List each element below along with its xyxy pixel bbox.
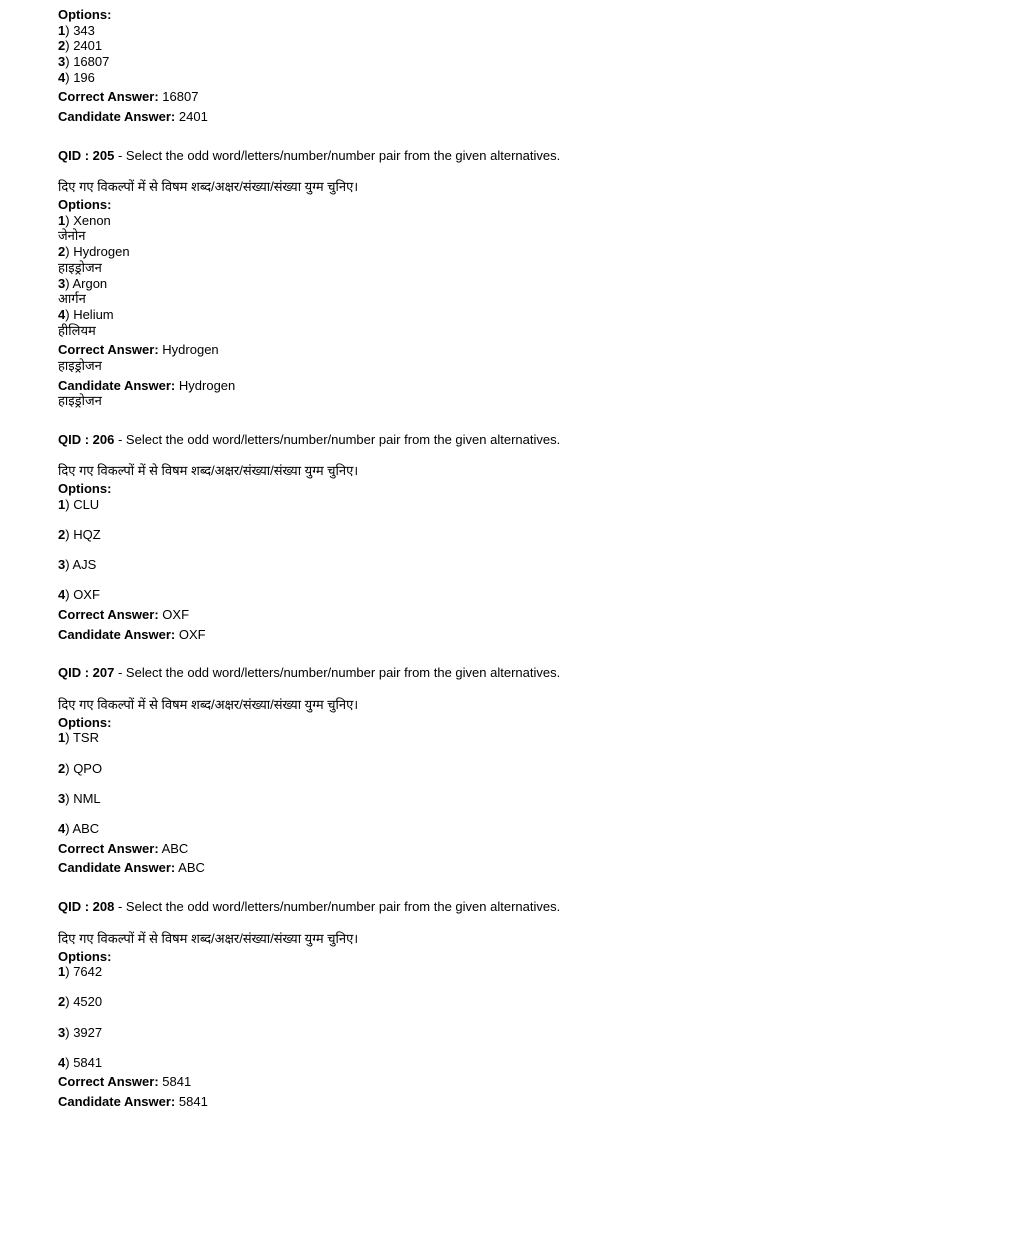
correct-answer-value: OXF [162, 607, 190, 623]
question-heading [58, 665, 1000, 681]
option-number: 3 [58, 54, 66, 69]
question-heading [58, 432, 1000, 448]
candidate-answer-label: Candidate Answer: [58, 109, 176, 124]
option-1 [58, 730, 1000, 746]
option-text: Helium [73, 307, 114, 322]
option-number: 1 [58, 964, 66, 980]
option-number: 4 [58, 821, 66, 837]
option-text: NML [73, 790, 101, 806]
question-block-partial [58, 7, 1000, 125]
option-number: 1 [58, 496, 66, 512]
option-4 [58, 587, 1000, 603]
option-text: 16807 [73, 54, 110, 69]
correct-answer-label: Correct Answer: [58, 840, 159, 856]
option-number: 2 [58, 526, 66, 542]
correct-answer-value: Hydrogen [162, 342, 219, 358]
question-id: QID : 207 [58, 665, 115, 681]
correct-answer-line [58, 1074, 1000, 1090]
option-2 [58, 527, 1000, 543]
question-block-206 [58, 432, 1000, 643]
option-number: 3 [58, 275, 66, 291]
candidate-answer-label: Candidate Answer: [58, 860, 176, 876]
question-text-en: - Select the odd word/letters/number/number pair from the given alternatives. [117, 431, 561, 447]
option-2 [58, 761, 1000, 777]
option-text: QPO [73, 760, 103, 776]
option-number: 4 [58, 307, 66, 322]
option-separator: ) [65, 54, 74, 69]
option-separator: ) [65, 821, 73, 837]
options-label: Options: [58, 948, 112, 964]
option-4 [58, 821, 1000, 837]
candidate-answer-value-hi: हाइड्रोजन [58, 393, 102, 409]
candidate-answer-line [58, 627, 1000, 643]
option-text: 4520 [73, 994, 103, 1010]
candidate-answer-value: ABC [178, 860, 205, 876]
option-number: 2 [58, 994, 66, 1010]
option-text: Argon [72, 275, 108, 291]
option-number: 3 [58, 557, 66, 573]
question-block-205 [58, 148, 1000, 409]
option-text: CLU [73, 496, 100, 512]
option-text: 2401 [73, 38, 103, 54]
candidate-answer-line [58, 860, 1000, 876]
option-separator: ) [65, 526, 74, 542]
correct-answer-value: 5841 [162, 1074, 192, 1090]
correct-answer-line [58, 342, 1000, 358]
correct-answer-label: Correct Answer: [58, 89, 159, 105]
option-text: 7642 [73, 964, 103, 980]
option-text: 343 [73, 22, 95, 38]
option-text: OXF [73, 587, 100, 603]
option-number: 1 [58, 730, 66, 746]
option-2 [58, 994, 1000, 1010]
candidate-answer-line [58, 378, 1000, 394]
candidate-answer-label: Candidate Answer: [58, 626, 176, 642]
option-separator: ) [65, 790, 74, 806]
options-label: Options: [58, 481, 112, 497]
option-text: Xenon [73, 212, 111, 228]
option-4 [58, 70, 1000, 86]
option-separator: ) [65, 275, 73, 291]
option-text: 5841 [73, 1054, 103, 1070]
option-2 [58, 244, 1000, 260]
candidate-answer-value: 5841 [178, 1094, 208, 1110]
option-3 [58, 276, 1000, 292]
option-text: Hydrogen [73, 244, 130, 260]
correct-answer-line [58, 841, 1000, 857]
question-text-en: - Select the odd word/letters/number/number pair from the given alternatives. [117, 665, 561, 681]
option-1 [58, 964, 1000, 980]
correct-answer-label: Correct Answer: [58, 607, 159, 623]
option-number: 2 [58, 244, 66, 260]
options-label: Options: [58, 7, 112, 22]
candidate-answer-value: 2401 [178, 109, 208, 124]
options-label: Options: [58, 197, 112, 213]
option-1 [58, 497, 1000, 513]
question-text-hi: दिए गए विकल्पों में से विषम शब्द/अक्षर/संख्या/संख्या युग्म चुनिए। [58, 696, 359, 712]
question-id: QID : 208 [58, 898, 115, 914]
option-text: TSR [72, 730, 99, 746]
option-separator: ) [65, 38, 74, 54]
option-3 [58, 54, 1000, 70]
correct-answer-value-hi: हाइड्रोजन [58, 358, 102, 373]
option-number: 2 [58, 760, 66, 776]
option-text: 3927 [73, 1024, 103, 1040]
option-separator: ) [65, 69, 74, 85]
candidate-answer-label: Candidate Answer: [58, 377, 176, 393]
correct-answer-label: Correct Answer: [58, 342, 159, 358]
option-number: 3 [58, 790, 66, 806]
question-heading [58, 899, 1000, 915]
option-text-hi: जेनोन [58, 228, 86, 244]
option-3 [58, 1025, 1000, 1041]
option-text: 196 [73, 69, 95, 85]
candidate-answer-line [58, 1094, 1000, 1110]
option-separator: ) [65, 964, 74, 980]
option-text-hi: हाइड्रोजन [58, 259, 102, 275]
option-number: 4 [58, 1054, 66, 1070]
option-separator: ) [65, 22, 74, 38]
option-separator: ) [65, 760, 74, 776]
option-number: 4 [58, 587, 66, 603]
correct-answer-label: Correct Answer: [58, 1074, 159, 1090]
option-text-hi: हीलियम [58, 322, 96, 338]
option-number: 1 [58, 212, 66, 228]
option-separator: ) [65, 994, 74, 1010]
question-text-en: - Select the odd word/letters/number/number pair from the given alternatives. [117, 898, 561, 914]
option-separator: ) [65, 557, 73, 573]
question-block-208 [58, 899, 1000, 1110]
candidate-answer-value: OXF [178, 626, 206, 642]
option-separator: ) [65, 244, 74, 260]
option-text-hi: आर्गन [58, 291, 86, 307]
option-2 [58, 38, 1000, 54]
option-text: HQZ [73, 526, 101, 542]
options-label: Options: [58, 714, 112, 730]
correct-answer-value: ABC [161, 840, 189, 856]
correct-answer-line [58, 607, 1000, 623]
correct-answer-line [58, 89, 1000, 105]
option-3 [58, 557, 1000, 573]
option-separator: ) [65, 212, 74, 228]
question-text-hi: दिए गए विकल्पों में से विषम शब्द/अक्षर/संख्या/संख्या युग्म चुनिए। [58, 463, 359, 479]
option-text: ABC [72, 821, 100, 837]
option-4 [58, 307, 1000, 323]
option-number: 2 [58, 38, 66, 54]
option-separator: ) [65, 1024, 74, 1040]
question-id: QID : 205 [58, 147, 115, 163]
candidate-answer-line [58, 109, 1000, 125]
option-separator: ) [65, 730, 73, 746]
question-block-207 [58, 665, 1000, 876]
option-3 [58, 791, 1000, 807]
option-4 [58, 1055, 1000, 1071]
option-separator: ) [65, 1054, 74, 1070]
candidate-answer-value: Hydrogen [178, 377, 236, 393]
question-text-hi: दिए गए विकल्पों में से विषम शब्द/अक्षर/संख्या/संख्या युग्म चुनिए। [58, 179, 359, 195]
candidate-answer-label: Candidate Answer: [58, 1094, 176, 1110]
option-separator: ) [65, 496, 74, 512]
option-number: 4 [58, 69, 66, 85]
option-separator: ) [65, 307, 74, 322]
option-number: 3 [58, 1024, 66, 1040]
question-text-en: - Select the odd word/letters/number/number pair from the given alternatives. [117, 147, 561, 163]
option-number: 1 [58, 22, 66, 38]
option-1 [58, 213, 1000, 229]
option-1 [58, 23, 1000, 39]
question-id: QID : 206 [58, 431, 115, 447]
question-text-hi: दिए गए विकल्पों में से विषम शब्द/अक्षर/संख्या/संख्या युग्म चुनिए। [58, 930, 359, 946]
question-heading [58, 148, 1000, 164]
correct-answer-value: 16807 [162, 89, 199, 105]
option-text: AJS [72, 557, 97, 573]
option-separator: ) [65, 587, 74, 603]
